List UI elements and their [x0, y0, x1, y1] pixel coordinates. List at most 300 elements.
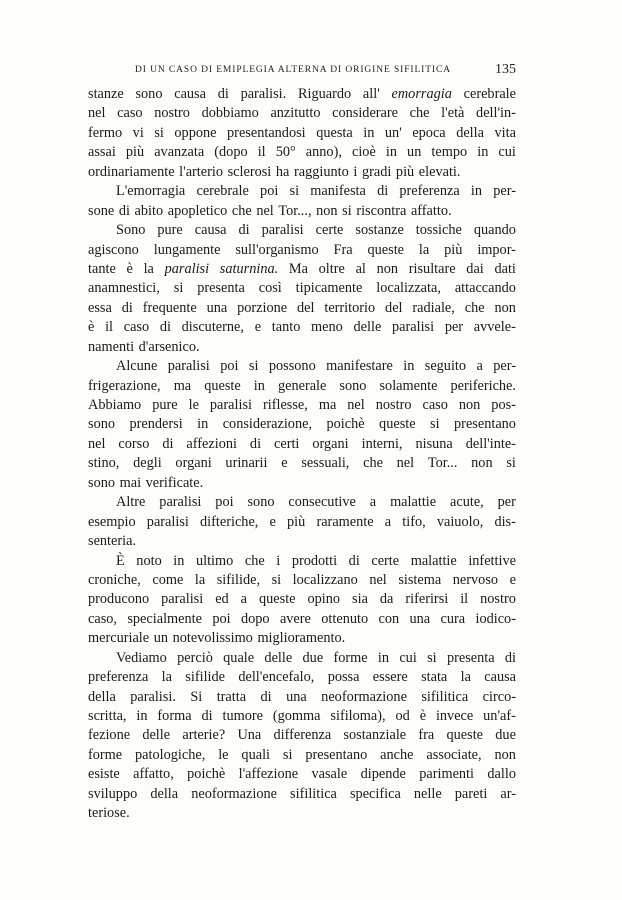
word: possono — [268, 358, 316, 375]
text-line — [88, 124, 516, 143]
word: un — [153, 630, 169, 647]
word: anzitutto — [270, 105, 321, 122]
word: paralisi — [159, 494, 202, 511]
word: sono — [88, 416, 116, 433]
word: di — [118, 202, 130, 219]
text-line — [88, 513, 516, 532]
word: la — [194, 571, 206, 588]
word: differenza — [273, 727, 332, 744]
word: forme — [333, 649, 368, 666]
text-line — [88, 202, 516, 221]
word: poichè — [326, 416, 365, 433]
word: manifestare — [326, 358, 393, 375]
word: presentano — [454, 416, 516, 433]
word: è — [126, 260, 133, 277]
word: riscontra — [356, 202, 407, 219]
word: che — [363, 455, 383, 472]
word: si — [342, 202, 352, 219]
word: da — [379, 591, 394, 608]
word: difteriche, — [200, 513, 259, 530]
word: in — [477, 144, 489, 161]
word: vaiuolo, — [436, 513, 484, 530]
word: queste — [379, 416, 416, 433]
word: di — [504, 649, 516, 666]
text-line — [88, 668, 516, 687]
word: dai — [466, 260, 484, 277]
word: poi — [215, 494, 234, 511]
word: tumore — [222, 708, 263, 724]
word: in — [173, 552, 185, 569]
word: stanze — [88, 86, 124, 102]
word: impor- — [477, 241, 516, 258]
word: apopletico — [167, 202, 228, 219]
word: stino, — [88, 455, 120, 472]
word: specialmente — [127, 610, 202, 627]
word: di — [162, 435, 174, 452]
word: le — [188, 397, 199, 413]
word: Una — [237, 727, 262, 744]
word: della — [150, 785, 179, 802]
word: L'emorragia — [116, 183, 186, 200]
word: cioè — [351, 144, 376, 161]
word: nel — [369, 571, 387, 588]
word: del — [297, 299, 315, 316]
word: sclerosi — [227, 163, 272, 180]
word: paralisi — [392, 319, 435, 336]
text-line — [88, 104, 516, 123]
text-line — [88, 610, 516, 629]
word: organi — [175, 455, 212, 472]
word: la — [418, 241, 430, 258]
word: di — [201, 708, 213, 724]
word: presentandosi — [227, 124, 306, 141]
word: Sono — [116, 222, 146, 239]
word: risultare — [408, 260, 456, 277]
word: degli — [133, 455, 162, 472]
word: si — [289, 183, 300, 200]
text-line — [88, 357, 516, 376]
word: saturnina. — [219, 260, 279, 277]
word: epoca — [412, 124, 446, 141]
word: sono — [88, 474, 116, 491]
word: che — [244, 552, 265, 569]
word: consecutive — [288, 494, 356, 511]
word: fra — [418, 727, 435, 744]
text-line — [88, 85, 516, 104]
word: emorragia — [391, 86, 452, 102]
text-line — [88, 260, 516, 279]
word: attaccando — [454, 280, 516, 297]
word: esiste — [88, 766, 120, 783]
word: notevolissimo — [172, 630, 253, 647]
word: tipicamente — [295, 280, 363, 297]
word: ed — [215, 591, 229, 608]
word: poi — [220, 358, 239, 375]
word: organi — [312, 435, 349, 452]
word: paralisi — [161, 591, 204, 608]
text-line — [88, 415, 516, 434]
word: nostro — [154, 105, 190, 122]
word: si — [248, 358, 259, 375]
text-line — [88, 474, 516, 493]
word: porzione — [237, 299, 288, 316]
word: malattie — [410, 552, 457, 569]
word: radiale, — [412, 299, 455, 316]
word: paralisi — [261, 222, 304, 239]
word: una — [286, 688, 307, 705]
word: teriose. — [88, 805, 130, 822]
word: sifilide — [185, 669, 226, 686]
word: cerebrale — [463, 86, 516, 102]
word: mai — [119, 474, 142, 491]
text-line — [88, 552, 516, 571]
word: affatto. — [410, 202, 452, 219]
word: invece — [435, 708, 474, 724]
word: in — [377, 649, 390, 666]
word: Alcune — [116, 358, 158, 375]
word: manifesta — [310, 183, 366, 200]
word: e — [254, 319, 262, 336]
word: dallo — [487, 766, 516, 783]
word: due — [495, 727, 516, 744]
word: perciò — [177, 649, 213, 666]
word: vasale — [311, 766, 348, 783]
word: essere — [372, 669, 408, 686]
word: per- — [493, 183, 516, 200]
word: a — [384, 513, 392, 530]
word: urinarii — [225, 455, 268, 472]
word: namenti — [88, 338, 135, 355]
word: si — [282, 746, 293, 763]
word: a — [369, 494, 377, 511]
word: di — [159, 319, 171, 336]
word: forme — [88, 746, 123, 763]
word: più — [444, 241, 463, 258]
word: della — [456, 124, 484, 141]
word: per — [444, 319, 464, 336]
word: e — [269, 513, 276, 530]
word: e — [281, 455, 288, 472]
word: prendersi — [129, 416, 183, 433]
word: poi — [212, 610, 231, 627]
text-line — [88, 318, 516, 337]
word: del — [385, 299, 403, 316]
word: che — [464, 299, 485, 316]
word: acute, — [450, 494, 484, 511]
word: una — [206, 299, 228, 316]
word: di — [249, 435, 262, 452]
text-line — [88, 377, 516, 396]
text-line — [88, 299, 516, 318]
word: delle — [142, 727, 171, 744]
word: paralisi — [167, 358, 210, 375]
word: sifilitica — [290, 785, 337, 802]
word: per- — [493, 358, 516, 375]
word: sifilide, — [216, 571, 261, 588]
word: nostro — [480, 591, 516, 608]
word: non — [458, 397, 481, 413]
word: iodico- — [475, 610, 516, 627]
word: è — [419, 708, 427, 724]
word: che — [409, 105, 430, 122]
word: in — [403, 358, 415, 375]
text-line — [88, 785, 516, 804]
word: di — [260, 688, 272, 705]
word: sono — [339, 377, 367, 394]
word: queste — [367, 241, 405, 258]
word: fezione — [88, 727, 131, 744]
word: in — [363, 124, 375, 141]
word: avvele- — [473, 319, 516, 336]
word: non — [316, 202, 338, 219]
word: avanzata — [154, 144, 205, 161]
word: a — [476, 358, 483, 375]
word: Tor..., — [278, 202, 312, 219]
word: Si — [190, 688, 203, 705]
word: verificate. — [145, 474, 204, 491]
word: l'affezione — [238, 766, 299, 783]
word: frequente — [142, 299, 197, 316]
word: possa — [327, 669, 360, 686]
word: territorio — [324, 299, 376, 316]
word: parimenti — [419, 766, 475, 783]
word: raramente — [316, 513, 374, 530]
word: dell'inte- — [465, 435, 516, 452]
word: fermo — [88, 124, 123, 141]
word: si — [506, 455, 516, 472]
text-line — [88, 532, 516, 551]
text-line — [88, 241, 516, 260]
word: quando — [473, 222, 516, 239]
word: di — [348, 552, 360, 569]
word: come — [152, 571, 184, 588]
word: un' — [384, 124, 402, 141]
word: si — [430, 416, 440, 433]
word: il — [105, 319, 114, 336]
running-head — [88, 62, 516, 80]
word: i — [276, 552, 281, 569]
word: patologiche, — [135, 746, 206, 763]
word: con — [378, 610, 400, 627]
word: Fra — [333, 241, 353, 258]
word: opino — [307, 591, 341, 608]
word: dobbiamo — [201, 105, 259, 122]
word: solamente — [379, 377, 438, 394]
word: considerare — [332, 105, 399, 122]
word: si — [154, 124, 164, 141]
text-line — [88, 221, 516, 240]
word: avere — [279, 610, 311, 627]
word: miglioramento. — [257, 630, 346, 647]
word: forma — [157, 708, 192, 724]
word: ma — [173, 377, 192, 394]
word: tanto — [271, 319, 301, 336]
word: le — [218, 746, 229, 763]
word: quali — [241, 746, 271, 763]
page-number: 135 — [495, 62, 516, 77]
word: per — [497, 494, 516, 511]
word: croniche, — [88, 571, 141, 588]
word: tifo, — [402, 513, 426, 530]
word: questa — [316, 124, 353, 141]
word: Altre — [116, 494, 146, 511]
word: la — [460, 669, 471, 686]
word: in — [470, 183, 483, 200]
word: si — [173, 280, 184, 297]
word: paralisi — [209, 397, 252, 413]
word: sono — [247, 494, 275, 511]
word: più — [395, 163, 415, 180]
word: pure — [157, 222, 183, 239]
word: di — [121, 299, 133, 316]
word: così — [258, 280, 282, 297]
text-line — [88, 338, 516, 357]
word: un — [407, 144, 422, 161]
word: vi — [132, 124, 144, 141]
word: non — [494, 299, 516, 316]
word: caso, — [88, 610, 117, 627]
word: si — [427, 649, 437, 666]
word: vita — [494, 124, 516, 141]
word: ultimo — [195, 552, 234, 569]
word: cui — [399, 649, 417, 666]
word: pareti — [454, 785, 488, 802]
word: meno — [311, 319, 343, 336]
word: l'età — [441, 105, 465, 122]
word: di — [238, 222, 250, 239]
text-line — [88, 396, 516, 415]
word: un'af- — [483, 708, 516, 724]
word: pure — [152, 397, 178, 413]
text-line — [88, 590, 516, 609]
word: cui — [498, 144, 516, 161]
word: discuterne, — [181, 319, 244, 336]
body-text — [88, 85, 516, 824]
word: più — [287, 513, 306, 530]
word: è — [88, 319, 95, 336]
word: noto — [136, 552, 162, 569]
word: nel — [347, 397, 365, 413]
word: caso — [422, 397, 448, 413]
word: a — [240, 591, 248, 608]
word: gradi — [361, 163, 392, 180]
word: scritta, — [88, 708, 127, 724]
word: specifica — [349, 785, 401, 802]
text-line — [88, 454, 516, 473]
word: nel — [256, 202, 274, 219]
word: non — [494, 746, 516, 763]
word: sostanze — [355, 222, 404, 239]
text-line — [88, 279, 516, 298]
word: si — [271, 571, 282, 588]
word: Riguardo — [297, 86, 352, 102]
word: all' — [362, 86, 380, 102]
text-line — [88, 571, 516, 590]
word: certi — [274, 435, 300, 452]
word: la — [143, 260, 154, 277]
word: queste — [258, 591, 296, 608]
word: paralisi — [146, 513, 189, 530]
word: caso — [123, 319, 150, 336]
word: (dopo — [214, 144, 248, 161]
word: È — [116, 552, 125, 569]
word: l'arterio — [179, 163, 223, 180]
text-line — [88, 493, 516, 512]
word: causa — [174, 86, 206, 102]
word: il — [257, 144, 266, 161]
word: i — [353, 163, 358, 180]
word: certe — [371, 552, 400, 569]
word: sifiloma), — [330, 708, 386, 724]
word: non — [376, 260, 399, 277]
text-line — [88, 143, 516, 162]
word: sessuali, — [301, 455, 350, 472]
text-line — [88, 804, 516, 823]
word: Vediamo — [116, 649, 167, 666]
word: Abbiamo — [88, 397, 142, 413]
word: essa — [88, 299, 112, 316]
word: oppone — [174, 124, 217, 141]
word: più — [125, 144, 145, 161]
text-line — [88, 746, 516, 765]
word: che — [231, 202, 252, 219]
word: nervoso — [452, 571, 499, 588]
word: anche — [380, 746, 414, 763]
word: in — [136, 708, 148, 724]
word: tante — [88, 260, 116, 277]
word: poi — [260, 183, 279, 200]
word: quale — [223, 649, 255, 666]
word: una — [409, 610, 431, 627]
word: dell'in- — [476, 105, 516, 122]
word: sostanziale — [343, 727, 407, 744]
word: paralisi — [164, 260, 210, 277]
word: paralisi. — [130, 688, 176, 705]
word: causa — [194, 222, 227, 239]
word: mercuriale — [88, 630, 150, 647]
word: pos- — [491, 397, 516, 413]
word: di — [217, 86, 229, 102]
word: sone — [88, 202, 115, 219]
word: corso — [118, 435, 150, 452]
text-line — [88, 629, 516, 648]
word: il — [460, 591, 469, 608]
word: anno), — [305, 144, 342, 161]
running-title: DI UN CASO DI EMIPLEGIA ALTERNA DI ORIGINE SIFILITICA — [135, 65, 451, 75]
word: la — [161, 669, 172, 686]
word: (gomma — [272, 708, 321, 724]
word: riferirsi — [405, 591, 449, 608]
word: nel — [88, 435, 106, 452]
word: sistema — [398, 571, 442, 588]
text-line — [88, 688, 516, 707]
word: arterie? — [182, 727, 226, 744]
word: presentano — [305, 746, 368, 763]
word: tempo — [431, 144, 468, 161]
word: delle — [264, 649, 293, 666]
word: localizzano — [292, 571, 358, 588]
word: certe — [315, 222, 344, 239]
word: dell'encefalo, — [238, 669, 315, 686]
word: neoformazione — [321, 688, 407, 705]
word: d'arsenico. — [138, 338, 200, 355]
word: causa — [484, 669, 516, 686]
word: associate, — [426, 746, 482, 763]
word: queste — [446, 727, 484, 744]
word: 50° — [275, 144, 296, 161]
word: interni, — [361, 435, 403, 452]
word: affatto, — [133, 766, 174, 783]
